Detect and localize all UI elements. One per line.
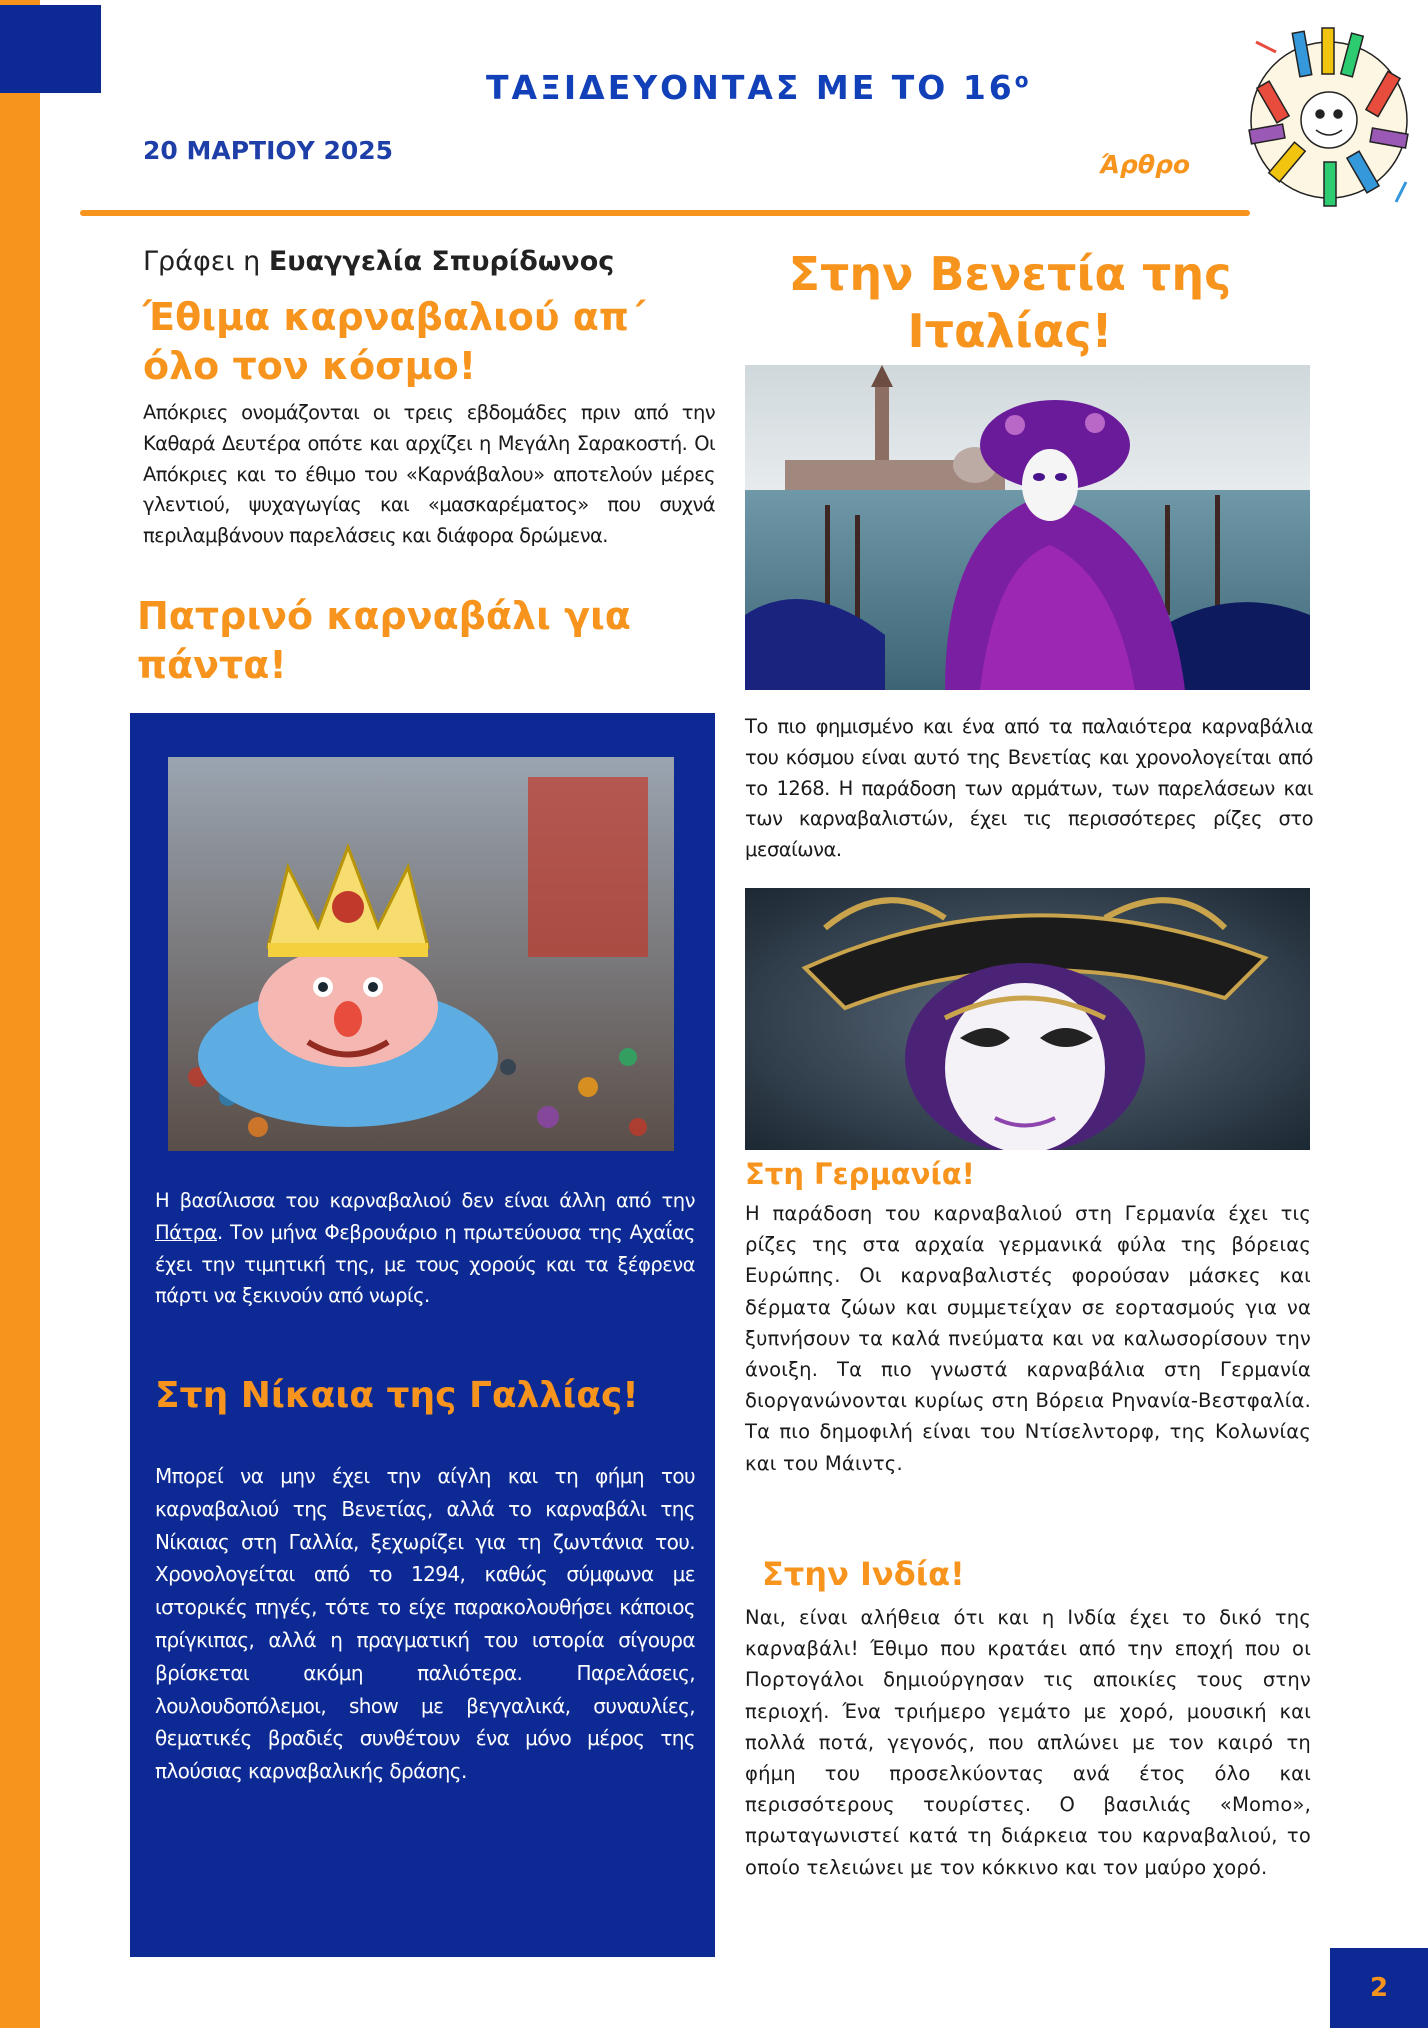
venetian-mask-closeup-image <box>745 888 1310 1150</box>
byline: Γράφει η Ευαγγελία Σπυρίδωνος <box>143 246 615 277</box>
heading-venice: Στην Βενετία της Ιταλίας! <box>788 247 1232 359</box>
paragraph-germany: Η παράδοση του καρναβαλιού στη Γερμανία έχει τις ρίζες της στα αρχαία γερμανικά φύλα της βόρειας Ευρώπης. Οι καρναβαλιστές φορούσαν μάσκες και δέρματα ζώων και συμμετείχαν σε εορτασμούς για να ξυπνήσουν τα καλά πνεύματα και να καλωσορίσουν την άνοιξη. Τα πιο γνωστά καρναβάλια στη Γερμανία διοργανώνονται κυρίως στη Βόρεια Ρηνανία-Βεστφαλία. Τα πιο δημοφιλή είναι του Ντίσελντορφ, της Κολωνίας και του Μάιντς. <box>745 1202 1311 1475</box>
heading-patras: Πατρινό καρναβάλι για πάντα! <box>137 594 631 687</box>
venice-masked-figure-image <box>745 365 1310 690</box>
header-divider <box>80 210 1250 216</box>
section-label: Άρθρο <box>1100 150 1191 179</box>
heading-germany: Στη Γερμανία! <box>745 1157 975 1191</box>
heading-world-customs: Έθιμα καρναβαλιού απ΄ όλο τον κόσμο! <box>143 295 646 388</box>
paragraph-india: Ναι, είναι αλήθεια ότι και η Ινδία έχει το δικό της καρναβάλι! Έθιμο που κρατάει από την εποχή που οι Πορτογάλοι δημιούργησαν τις αποικίες τους στην περιοχή. Ένα τριήμερο γεμάτο με χορό, μουσική και πολλά ποτά, γεγονός, που απλώνει με τον καιρό τη φήμη του προσελκύοντας ανά έτος όλο και περισσότερους τουρίστες. Ο βασιλιάς «Momo», πρωταγωνιστεί κατά τη διάρκεια του καρναβαλιού, το οποίο τελειώνει με τον κόκκινο και τον μαύρο χορό. <box>745 1606 1311 1879</box>
paragraph-venice: Το πιο φημισμένο και ένα από τα παλαιότερα καρναβάλια του κόσμου είναι αυτό της Βενετίας και χρονολογείται από το 1268. Η παράδοση των αρμάτων, των παρελάσεων και των καρναβαλιστών, έχει τις περισσότερες ρίζες στο μεσαίωνα. <box>745 715 1313 862</box>
issue-date: 20 ΜΑΡΤΙΟΥ 2025 <box>143 136 394 165</box>
patras-carnival-float-image <box>168 757 674 1151</box>
author-name: Ευαγγελία Σπυρίδωνος <box>268 246 615 277</box>
left-orange-bar <box>0 0 40 2028</box>
patras-link[interactable]: Πάτρα <box>155 1220 217 1244</box>
paragraph-world-customs: Απόκριες ονομάζονται οι τρεις εβδομάδες πριν από την Καθαρά Δευτέρα οπότε και αρχίζει η Μεγάλη Σαρακοστή. Οι Απόκριες και το έθιμο του «Καρνάβαλου» αποτελούν μέρες γλεντιού, ψυχαγωγίας και «μασκαρέματος» που συχνά περιλαμβάνουν παρελάσεις και διάφορα δρώμενα. <box>143 401 715 548</box>
school-logo-image <box>1246 12 1412 228</box>
paragraph-patras: Η βασίλισσα του καρναβαλιού δεν είναι άλλη από την Πάτρα. Τον μήνα Φεβρουάριο η πρωτεύουσα της Αχαΐας έχει την τιμητική της, με τους χορούς και τα ξέφρενα πάρτι να ξεκινούν από νωρίς. <box>155 1189 695 1308</box>
paragraph-nice-france: Μπορεί να μην έχει την αίγλη και τη φήμη του καρναβαλιού της Βενετίας, αλλά το καρναβάλι της Νίκαιας στη Γαλλία, ξεχωρίζει για τη ζωντάνια του. Χρονολογείται από το 1294, καθώς σύμφωνα με ιστορικές πηγές, τότε το είχε παρακολουθήσει κάποιος πρίγκιπας, αλλά η πραγματική του ιστορία σίγουρα βρίσκεται ακόμη παλιότερα. Παρελάσεις, λουλουδοπόλεμοι, show με βεγγαλικά, συναυλίες, θεματικές βραδιές συνθέτουν ένα μόνο μέρος της πλούσιας καρναβαλικής δράσης. <box>155 1464 695 1784</box>
newsletter-title: ΤΑΞΙΔΕΥΟΝΤΑΣ ΜΕ ΤΟ $16^o$ <box>486 68 1032 107</box>
corner-blue-square <box>0 5 101 93</box>
page-number: 2 <box>1330 1948 1428 2028</box>
heading-nice-france: Στη Νίκαια της Γαλλίας! <box>155 1375 639 1416</box>
heading-india: Στην Ινδία! <box>762 1555 965 1593</box>
